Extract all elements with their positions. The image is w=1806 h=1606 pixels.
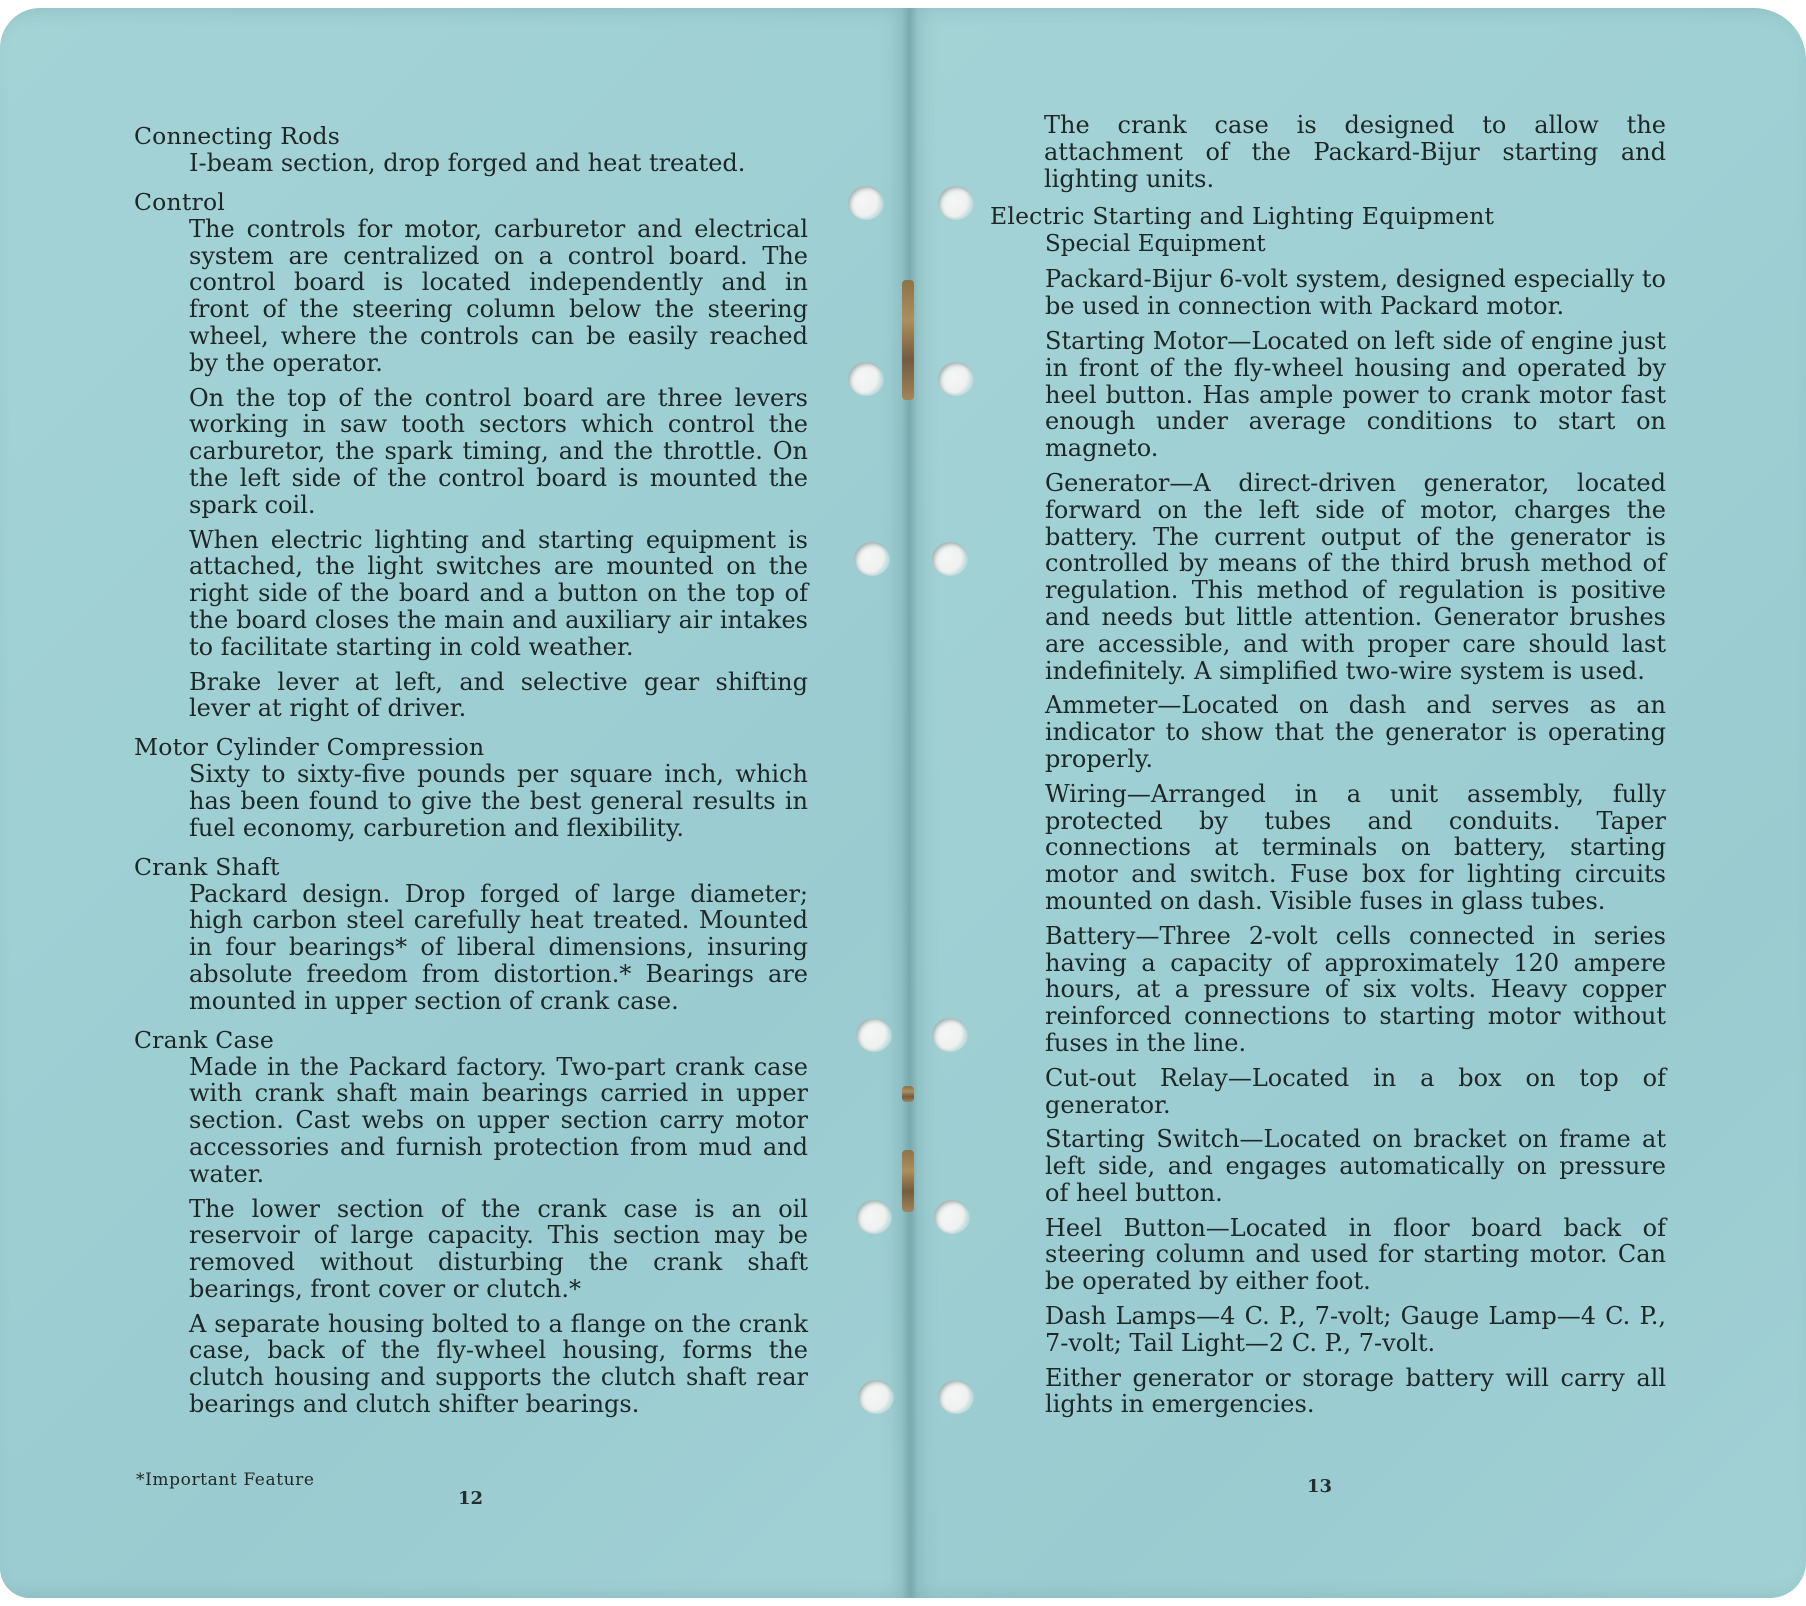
binding-hole	[856, 1018, 892, 1052]
intro-paragraph: The crank case is designed to allow the attachment of the Packard-Bijur starting and lighting units.	[1044, 111, 1666, 193]
section-connecting-rods	[134, 122, 808, 177]
section-heading: Crank Case	[134, 1025, 275, 1054]
section-control	[134, 188, 808, 722]
section-heading: Crank Shaft	[134, 852, 280, 881]
page-number: 12	[458, 1488, 484, 1509]
paragraph: Cut-out Relay—Located in a box on top of generator.	[1045, 1063, 1666, 1119]
right-page-text	[990, 112, 1666, 1429]
binding-hole	[856, 1200, 892, 1234]
binding-hole	[938, 186, 974, 220]
binding-gutter	[902, 8, 918, 1598]
footnote: *Important Feature	[136, 1470, 315, 1490]
binding-thread	[902, 280, 914, 400]
section-motor-cylinder-compression	[134, 733, 808, 841]
paragraph: A separate housing bolted to a flange on the crank case, back of the fly-wheel housing, forms the clutch housing and supports the clutch shaft rear bearings and clutch shifter bearings.	[189, 1309, 808, 1419]
paragraph: Sixty to sixty-five pounds per square inch, which has been found to give the best general results in fuel economy, carburetion and flexibility.	[189, 760, 808, 842]
section-heading: Connecting Rods	[134, 122, 341, 150]
section-crank-shaft	[134, 853, 808, 1015]
binding-hole	[932, 1018, 968, 1052]
paragraph: Battery—Three 2-volt cells connected in series having a capacity of approximately 120 ampere hours, at a pressure of six volts. Heavy copper reinforced connections to starting motor without fuses in the line.	[1045, 921, 1666, 1057]
paragraph: Made in the Packard factory. Two-part crank case with crank shaft main bearings carried in upper section. Cast webs on upper section carry motor accessories and furnish protection from mud and water.	[189, 1052, 808, 1188]
binding-hole	[934, 1200, 970, 1234]
paragraph: Either generator or storage battery will carry all lights in emergencies.	[1045, 1363, 1666, 1419]
paragraph: Wiring—Arranged in a unit assembly, fully protected by tubes and conduits. Taper connections at terminals on battery, starting motor and switch. Fuse box for lighting circuits mounted on dash. Visible fuses in glass tubes.	[1045, 779, 1666, 915]
page-number: 13	[1307, 1476, 1333, 1497]
paragraph: The controls for motor, carburetor and electrical system are centralized on a control board. The control board is located independently and in front of the steering column below the steering wheel, where the controls can be easily reached by the operator.	[189, 214, 808, 377]
paragraph: I-beam section, drop forged and heat treated.	[189, 149, 746, 177]
left-page-text	[134, 122, 808, 1429]
paragraph: Ammeter—Located on dash and serves as an indicator to show that the generator is operating properly.	[1045, 691, 1666, 773]
paragraph: Packard-Bijur 6-volt system, designed especially to be used in connection with Packard motor.	[1045, 265, 1666, 321]
paragraph: When electric lighting and starting equipment is attached, the light switches are mounted on the right side of the board and a button on the top of the board closes the main and auxiliary air intakes to facilitate starting in cold weather.	[189, 525, 808, 661]
paragraph: Packard design. Drop forged of large diameter; high carbon steel carefully heat treated. Mounted in four bearings* of liberal dimensions, insuring absolute freedom from distortion.* Bearings are mounted in upper section of crank case.	[189, 879, 808, 1015]
paragraph: Generator—A direct-driven generator, located forward on the left side of motor, charges the battery. The current output of the generator is controlled by means of the third brush method of regulation. This method of regulation is positive and needs but little attention. Generator brushes are accessible, and with proper care should last indefinitely. A simplified two-wire system is used.	[1045, 468, 1666, 685]
binding-hole	[854, 542, 890, 576]
binding-hole	[938, 1380, 974, 1414]
subheading: Special Equipment	[1045, 231, 1266, 258]
binding-hole	[848, 362, 884, 396]
binding-thread	[902, 1086, 914, 1102]
paragraph: Starting Switch—Located on bracket on frame at left side, and engages automatically on pressure of heel button.	[1045, 1125, 1666, 1207]
paragraph: Dash Lamps—4 C. P., 7-volt; Gauge Lamp—4 C. P., 7-volt; Tail Light—2 C. P., 7-volt.	[1045, 1302, 1666, 1357]
section-heading: Control	[134, 187, 226, 216]
paragraph: Brake lever at left, and selective gear shifting lever at right of driver.	[189, 667, 808, 723]
paragraph: Starting Motor—Located on left side of engine just in front of the fly-wheel housing and operated by heel button. Has ample power to crank motor fast enough under average conditions to start on magneto.	[1045, 326, 1666, 463]
binding-hole	[932, 542, 968, 576]
binding-hole	[938, 362, 974, 396]
section-heading: Electric Starting and Lighting Equipment	[990, 202, 1495, 231]
paragraph: The lower section of the crank case is an oil reservoir of large capacity. This section may be removed without disturbing the crank shaft bearings, front cover or clutch.*	[189, 1194, 808, 1303]
binding-hole	[848, 186, 884, 220]
binding-thread	[902, 1150, 914, 1212]
paragraph: On the top of the control board are three levers working in saw tooth sectors which control the carburetor, the spark timing, and the throttle. On the left side of the control board is mounted the spark coil.	[189, 383, 808, 519]
section-heading: Motor Cylinder Compression	[134, 733, 485, 762]
paragraph: Heel Button—Located in floor board back of steering column and used for starting motor. Can be operated by either foot.	[1045, 1213, 1666, 1296]
binding-hole	[858, 1380, 894, 1414]
section-crank-case	[134, 1026, 808, 1418]
section-electric-starting-lighting	[990, 202, 1666, 1418]
